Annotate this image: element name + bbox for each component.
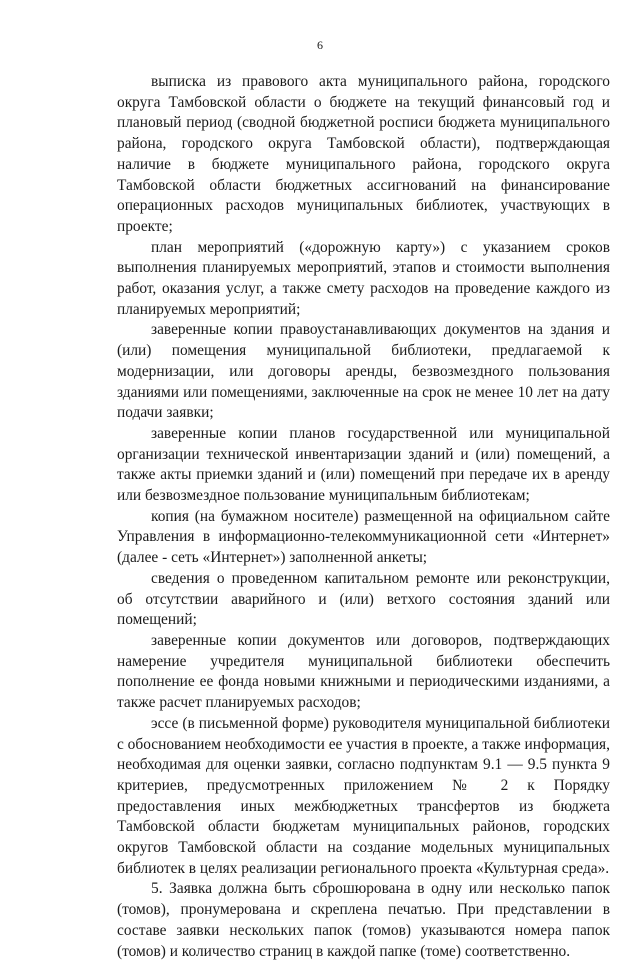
- paragraph-binding-requirements: 5. Заявка должна быть сброшюрована в одну или несколько папок (томов), пронумерована и скреплена печатью. При представлении в составе заявки нескольких папок (томов) указываются номера папок (томов) и количество страниц в каждой папке (томе) соответственно.: [117, 880, 610, 960]
- paragraph-questionnaire-copy: копия (на бумажном носителе) размещенной на официальном сайте Управления в информационно-телекоммуникационной сети «Интернет» (далее - сеть «Интернет») заполненной анкеты;: [117, 507, 610, 567]
- page-number: 6: [317, 38, 323, 52]
- paragraph-essay: эссе (в письменной форме) руководителя муниципальной библиотеки с обоснованием необходимости ее участия в проекте, а также информация, необходимая для оценки заявки, согласно подпунктам 9.1 — 9.5 пункта 9 критериев, предусмотренных приложением № 2 к Порядку предоставления иных межбюджетных трансфертов из бюджета Тамбовской области бюджетам муниципальных районов, городских округов Тамбовской области на создание модельных муниципальных библиотек в целях реализации регионального проекта «Культурная среда».: [117, 714, 610, 877]
- paragraph-fund-replenishment: заверенные копии документов или договоров, подтверждающих намерение учредителя муниципальной библиотеки обеспечить пополнение ее фонда новыми книжными и периодическими изданиями, а также расчет планируемых расходов;: [117, 631, 610, 712]
- paragraph-action-plan: план мероприятий («дорожную карту») с указанием сроков выполнения планируемых мероприятий, этапов и стоимости выполнения работ, оказания услуг, а также смету расходов на проведение каждого из планируемых мероприятий;: [117, 238, 610, 318]
- paragraph-repair-info: сведения о проведенном капитальном ремонте или реконструкции, об отсутствии аварийного и (или) ветхого состояния зданий или помещений;: [117, 569, 610, 629]
- paragraph-title-documents: заверенные копии правоустанавливающих документов на здания и (или) помещения муниципальной библиотеки, предлагаемой к модернизации, или договоры аренды, безвозмездного пользования зданиями или помещениями, заключенные на срок не менее 10 лет на дату подачи заявки;: [117, 321, 610, 422]
- document-body: [117, 72, 610, 962]
- paragraph-budget-extract: выписка из правового акта муниципального района, городского округа Тамбовской области о бюджете на текущий финансовый год и плановый период (сводной бюджетной росписи бюджета муниципального района, городского округа Тамбовской области), подтверждающая наличие в бюджете муниципального района, городского округа Тамбовской области бюджетных ассигнований на финансирование операционных расходов муниципальных библиотек, участвующих в проекте;: [117, 73, 610, 235]
- paragraph-inventory-plans: заверенные копии планов государственной или муниципальной организации технической инвентаризации зданий и (или) помещений, а также акты приемки зданий и (или) помещений при передаче их в аренду или безвозмездное пользование муниципальным библиотекам;: [117, 424, 610, 505]
